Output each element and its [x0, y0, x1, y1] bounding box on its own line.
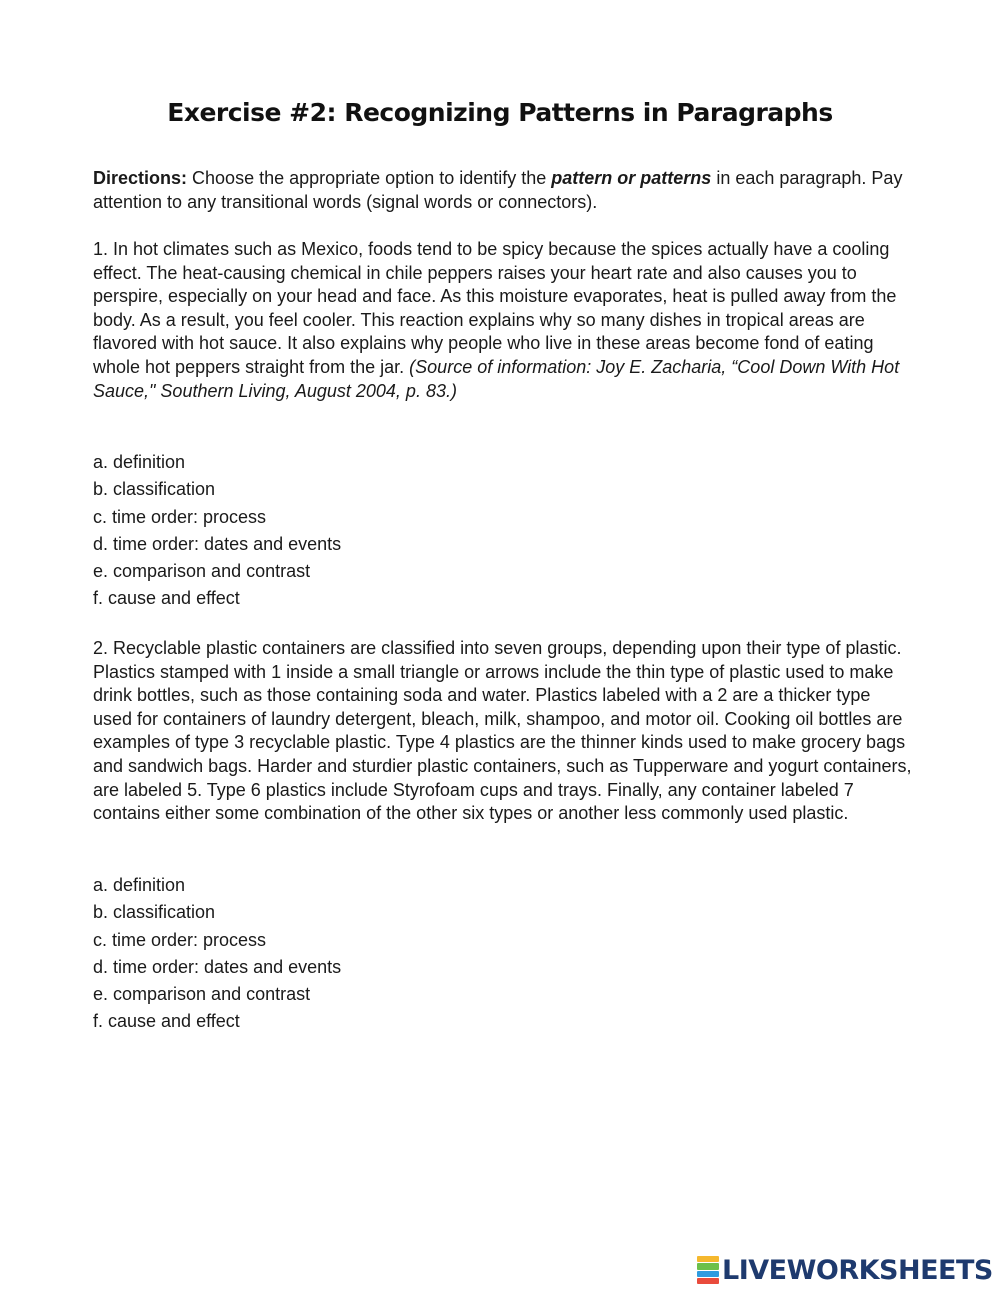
option-classification[interactable]: b. classification: [93, 479, 216, 500]
question-1-text: 1. In hot climates such as Mexico, foods tend to be spicy because the spices actually have a cooling effect. The heat-causing chemical in chile peppers raises your heart rate and also causes you to perspire, especially on your head and face. As this moisture evaporates, heat is pulled away from the body. As a result, you feel cooler. This reaction explains why so many dishes in tropical areas are flavored with hot sauce. It also explains why people who live in these areas become fond of eating whole hot peppers straight from the jar.: [93, 239, 897, 377]
directions-text-after: in each paragraph. Pay attention to any transitional words (signal words or connectors).: [93, 168, 903, 212]
option-comparison-contrast[interactable]: e. comparison and contrast: [93, 561, 311, 582]
option-classification[interactable]: b. classification: [93, 902, 216, 923]
directions-label: Directions:: [93, 168, 188, 188]
question-2-options: [93, 872, 341, 1036]
question-1-paragraph: [93, 238, 913, 403]
directions-emphasis: pattern or patterns: [551, 168, 712, 188]
logo-block-blue: [697, 1271, 719, 1277]
logo-block-yellow: [697, 1256, 719, 1262]
option-cause-effect[interactable]: f. cause and effect: [93, 588, 240, 609]
liveworksheets-brand[interactable]: [697, 1253, 993, 1287]
option-definition[interactable]: a. definition: [93, 875, 186, 895]
option-time-order-dates[interactable]: d. time order: dates and events: [93, 956, 342, 977]
directions-text-before: Choose the appropriate option to identify the: [187, 168, 552, 188]
option-cause-effect[interactable]: f. cause and effect: [93, 1011, 240, 1032]
page-title: Exercise #2: Recognizing Patterns in Paragraphs: [167, 98, 833, 127]
logo-block-green: [697, 1263, 719, 1269]
logo-block-red: [697, 1278, 719, 1284]
brand-name: LIVEWORKSHEETS: [722, 1254, 993, 1286]
option-time-order-process[interactable]: c. time order: process: [93, 506, 267, 527]
question-1-options: [93, 449, 341, 613]
option-comparison-contrast[interactable]: e. comparison and contrast: [93, 984, 311, 1005]
liveworksheets-logo-icon: [697, 1256, 719, 1284]
question-2-text: 2. Recyclable plastic containers are classified into seven groups, depending upon their type of plastic. Plastics stamped with 1 inside a small triangle or arrows include the thin type of plastic used to make drink bottles, such as those containing soda and water. Plastics labeled with a 2 are a thicker type used for containers of laundry detergent, bleach, milk, shampoo, and motor oil. Cooking oil bottles are examples of type 3 recyclable plastic. Type 4 plastics are the thinner kinds used to make grocery bags and sandwich bags. Harder and sturdier plastic containers, such as Tupperware and yogurt containers, are labeled 5. Type 6 plastics include Styrofoam cups and trays. Finally, any container labeled 7 contains either some combination of the other six types or another less commonly used plastic.: [93, 638, 912, 824]
option-time-order-process[interactable]: c. time order: process: [93, 929, 267, 950]
directions: [93, 167, 913, 214]
option-time-order-dates[interactable]: d. time order: dates and events: [93, 533, 342, 554]
question-2-paragraph: [93, 637, 913, 826]
option-definition[interactable]: a. definition: [93, 452, 186, 472]
question-1-source: (Source of information: Joy E. Zacharia, “Cool Down With Hot Sauce," Southern Living, August 2004, p. 83.): [93, 356, 900, 401]
